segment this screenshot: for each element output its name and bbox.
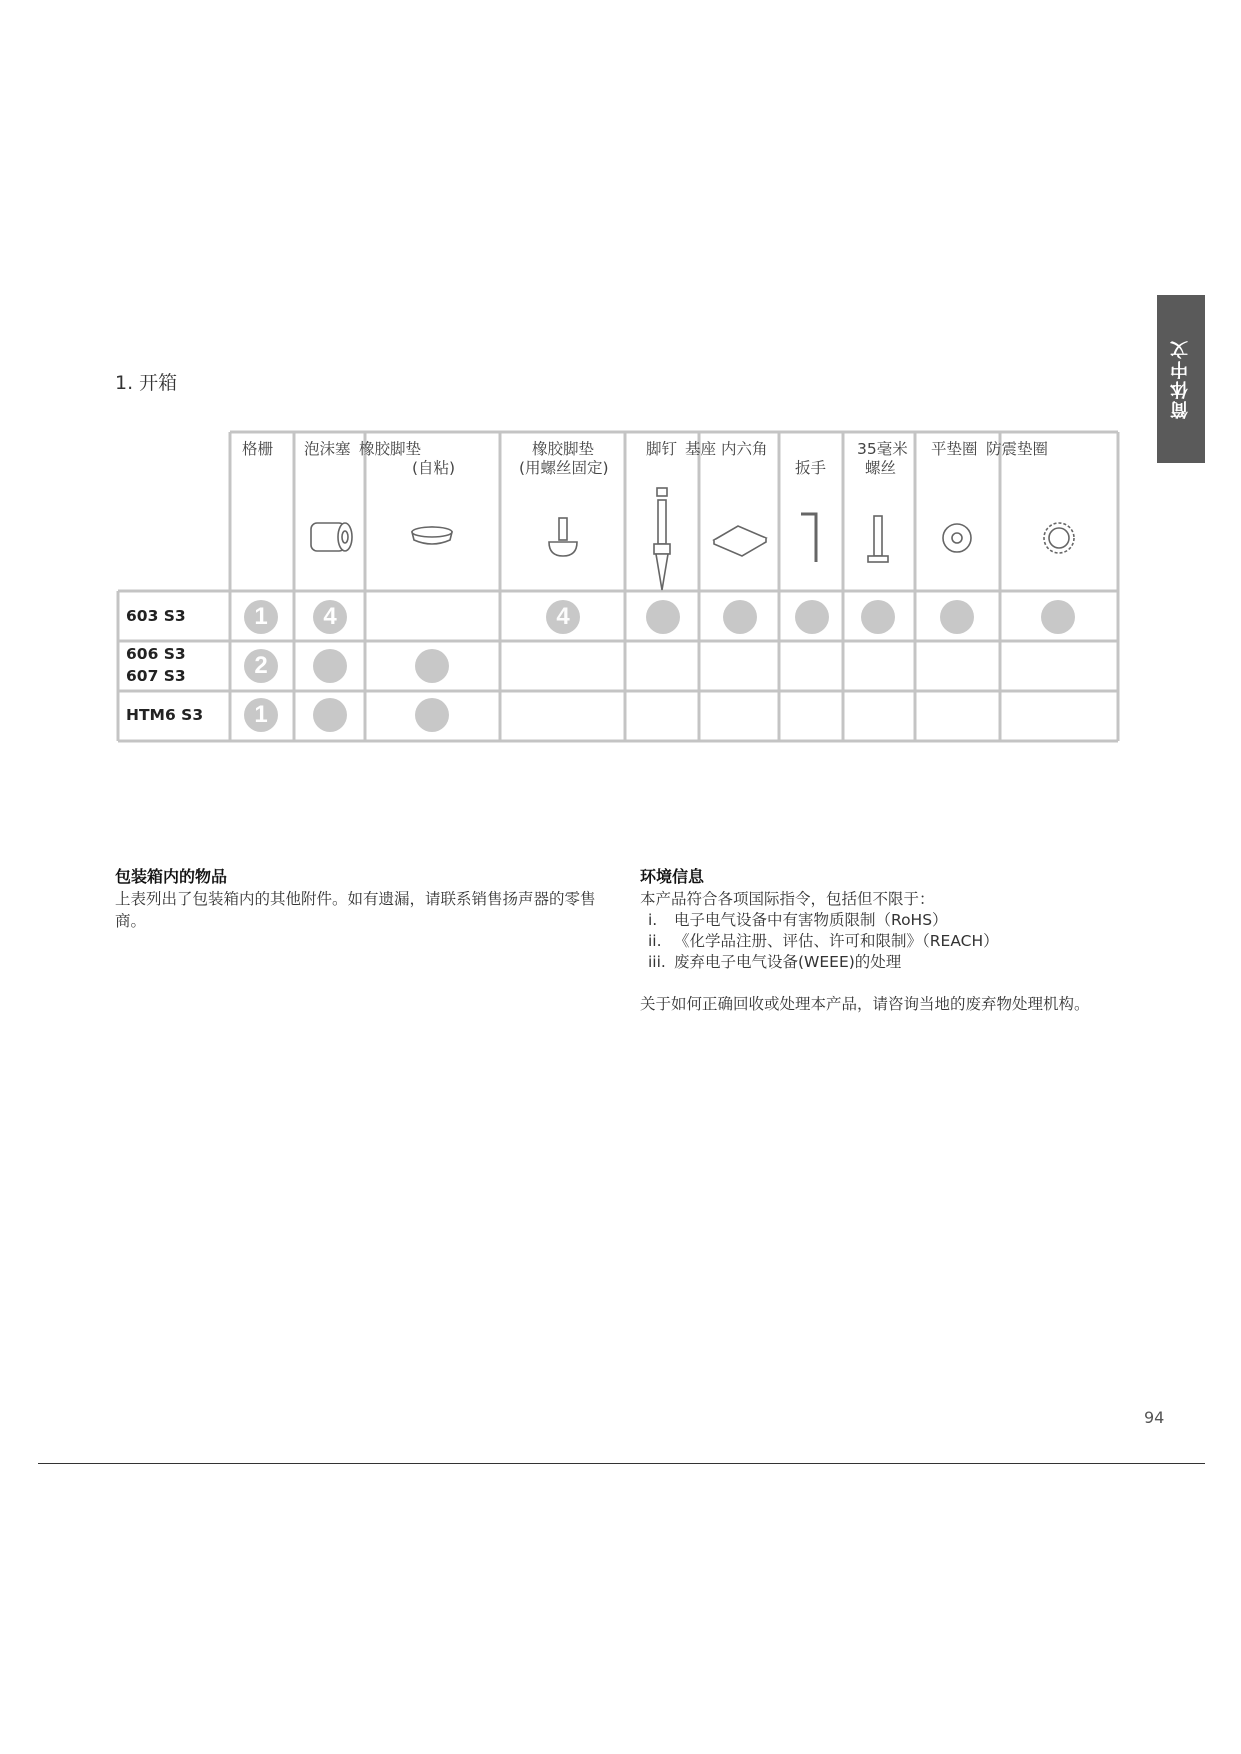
header-rubber-feet-adhesive-note: (自粘)	[412, 459, 456, 477]
list-number: ii.	[648, 932, 662, 950]
model-label: 607 S3	[126, 667, 186, 685]
qty-circle	[313, 698, 347, 732]
environment-heading: 环境信息	[640, 867, 705, 886]
table-grid	[116, 430, 1126, 745]
list-number: i.	[648, 911, 658, 929]
rubber-foot-screw-icon	[549, 518, 577, 556]
qty-circle: 1	[244, 600, 278, 634]
section-title: 1. 开箱	[115, 372, 178, 394]
list-text: 废弃电子电气设备(WEEE)的处理	[674, 953, 902, 971]
spike-icon	[654, 488, 670, 590]
header-35mm: 35毫米	[857, 440, 908, 458]
model-label: 603 S3	[126, 607, 186, 625]
header-grille: 格栅	[242, 440, 274, 458]
header-flat-washer: 平垫圈	[931, 440, 978, 458]
header-foam-bung: 泡沫塞	[304, 440, 351, 458]
box-contents-body: 上表列出了包装箱内的其他附件。如有遗漏，请联系销售扬声器的零售商。	[115, 890, 596, 930]
rubber-foot-adhesive-icon	[412, 527, 452, 544]
accessories-table	[116, 430, 1126, 745]
box-contents-section	[115, 866, 605, 932]
qty-circle	[723, 600, 757, 634]
header-rubber-feet-screw: 橡胶脚垫	[532, 440, 595, 458]
qty-circle	[795, 600, 829, 634]
model-label: HTM6 S3	[126, 706, 204, 724]
header-base: 基座	[685, 440, 717, 458]
qty-circle	[940, 600, 974, 634]
list-item	[640, 910, 1200, 931]
environment-footer: 关于如何正确回收或处理本产品，请咨询当地的废弃物处理机构。	[640, 995, 1090, 1013]
qty-circle	[646, 600, 680, 634]
qty-circle	[861, 600, 895, 634]
header-rubber-feet-adhesive: 橡胶脚垫	[359, 440, 422, 458]
list-text: 《化学品注册、评估、许可和限制》（REACH）	[674, 932, 999, 950]
header-hex: 内六角	[721, 440, 768, 458]
footer-rule	[38, 1463, 1205, 1464]
qty-circle	[1041, 600, 1075, 634]
foam-bung-icon	[311, 523, 352, 551]
qty-circle: 4	[313, 600, 347, 634]
flat-washer-icon	[943, 524, 971, 552]
header-screw: 螺丝	[865, 459, 897, 477]
list-text: 电子电气设备中有害物质限制（RoHS）	[674, 911, 948, 929]
list-item	[640, 952, 1200, 973]
model-label: 606 S3	[126, 645, 186, 663]
language-tab-label: 简体中文	[1170, 339, 1191, 419]
base-plate-icon	[714, 526, 766, 556]
list-number: iii.	[648, 953, 666, 971]
header-damper-washer: 防震垫圈	[986, 440, 1049, 458]
qty-circle	[415, 698, 449, 732]
hex-key-icon	[801, 514, 816, 562]
header-wrench: 扳手	[795, 459, 827, 477]
damper-washer-icon	[1044, 523, 1074, 553]
box-contents-heading: 包装箱内的物品	[115, 867, 228, 886]
qty-circle	[313, 649, 347, 683]
environment-intro: 本产品符合各项国际指令，包括但不限于：	[640, 890, 935, 908]
qty-circle: 4	[546, 600, 580, 634]
header-rubber-feet-screw-note: (用螺丝固定)	[519, 459, 609, 477]
screw-icon	[868, 516, 888, 562]
environment-section	[640, 866, 1200, 1015]
page-number: 94	[1144, 1408, 1165, 1427]
list-item	[640, 931, 1200, 952]
qty-circle	[415, 649, 449, 683]
qty-circle: 1	[244, 698, 278, 732]
qty-circle: 2	[244, 649, 278, 683]
language-tab[interactable]	[1157, 295, 1205, 463]
header-spike: 脚钉	[646, 440, 678, 458]
